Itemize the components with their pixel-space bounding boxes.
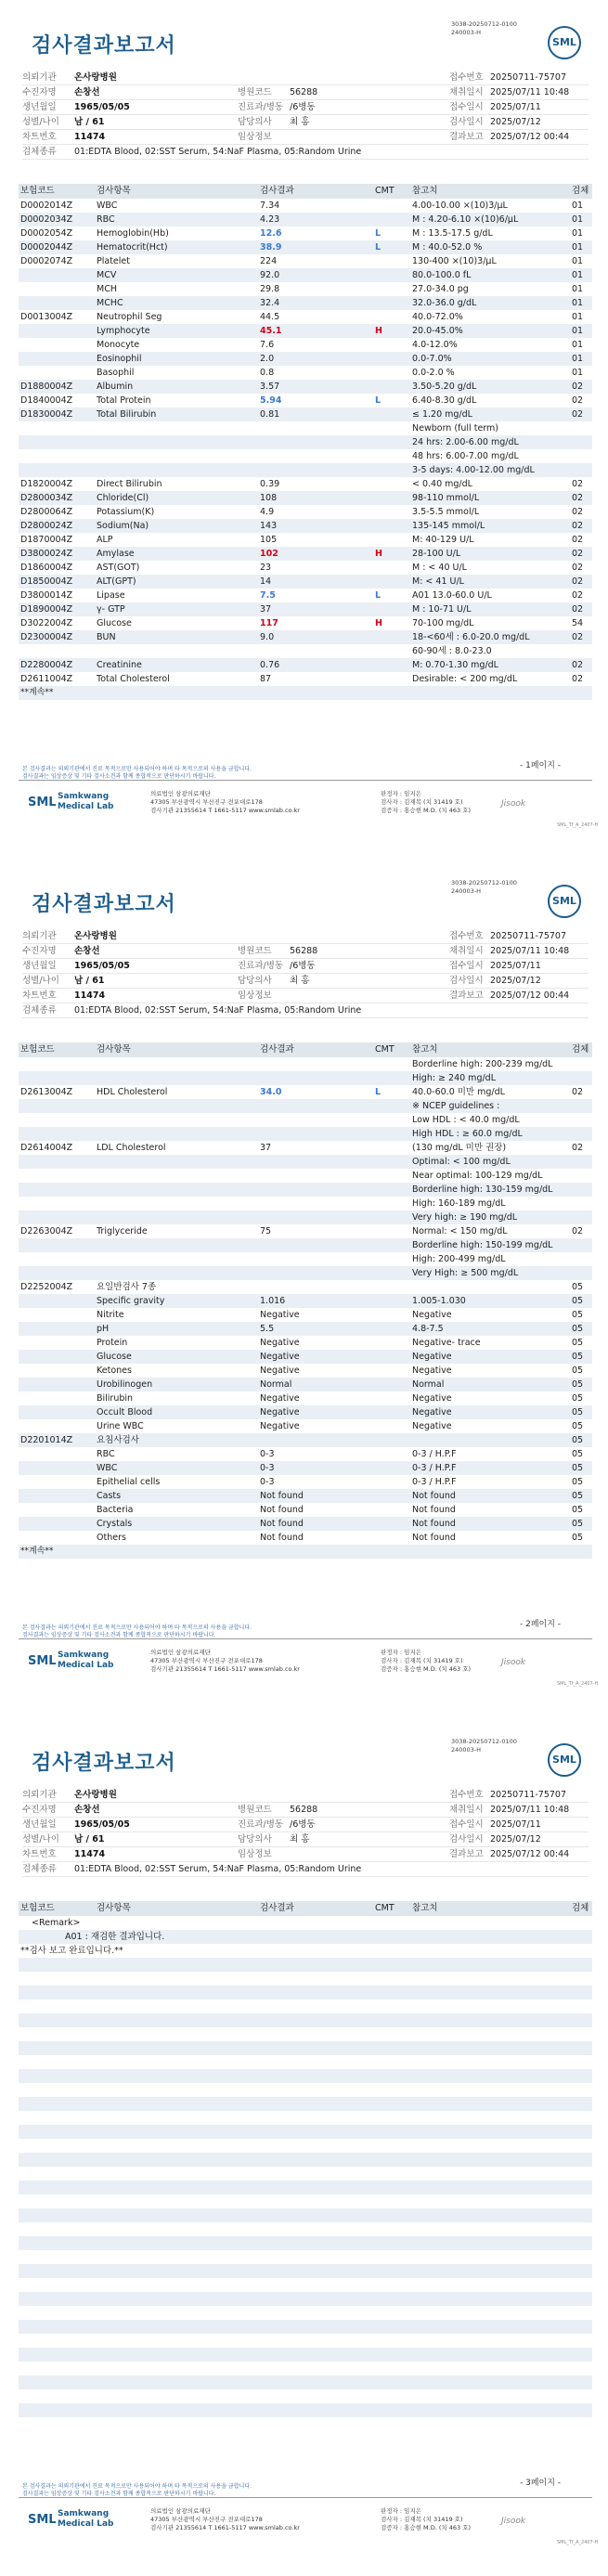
empty-row (19, 2055, 592, 2069)
empty-row (19, 2292, 592, 2306)
patient-info: 의뢰기관 온사랑병원 접수번호 20250711-75707 수진자명 손창선 병원코드 56288 채취일시 2025/07/11 10:48 생년월일 1965/05/05 진료과/병동 /6병동 접수일시 2025/07/11 성별/나이 남 / 61 담당의사 최 홍 검사일시 2025/07/12 차트번호 11474 임상정보 결과보고 2025/07/12 00:44 검체종류 01:EDTA Blood, 02:SST Serum, 54:NaF Plasma, 05:Random Urine (22, 929, 589, 1018)
empty-row (19, 2375, 592, 2389)
barcode-label: 3038-20250712-0100 240003-H (451, 879, 517, 895)
empty-row (19, 2306, 592, 2320)
table-row: Glucose Negative Negative 05 (19, 1350, 592, 1364)
footer-logo-text: Samkwang Medical Lab (58, 2509, 114, 2529)
table-row: 48 hrs: 6.00-7.00 mg/dL (412, 451, 519, 461)
empty-row (19, 2250, 592, 2264)
table-row: Near optimal: 100-129 mg/dL (412, 1171, 543, 1181)
sml-logo: SML (548, 1743, 581, 1777)
empty-row (19, 2181, 592, 2194)
form-code: SML_Tf_A_2407-H (557, 822, 599, 828)
table-row: D3800024Z Amylase 102 H 28-100 U/L 02 (19, 547, 592, 561)
table-row: D3022004Z Glucose 117 H 70-100 mg/dL 54 (20, 618, 584, 628)
report-page (0, 0, 608, 859)
report-page (0, 859, 608, 1717)
results-table (19, 1042, 592, 1559)
empty-row (19, 2153, 592, 2167)
table-row: Protein Negative Negative- trace 05 (97, 1338, 584, 1348)
table-row: D1820004Z Direct Bilirubin 0.39 < 0.40 mg/dL 02 (20, 479, 584, 489)
table-row: Occult Blood Negative Negative 05 (19, 1405, 592, 1419)
table-row: Crystals Not found Not found 05 (19, 1517, 592, 1531)
table-row: D0002074Z Platelet 224 130-400 ×(10)3/μL 01 (20, 256, 584, 266)
disclaimer: 본 검사결과는 의뢰기관에서 진료 목적으로만 사용되어야 하며 타 목적으로의 사용을 금합니다. (22, 2483, 252, 2490)
empty-row (19, 2041, 592, 2055)
empty-row (19, 2167, 592, 2181)
empty-row (19, 2208, 592, 2222)
empty-row (19, 2334, 592, 2348)
report-title: 검사결과보고서 (32, 1752, 176, 1775)
table-row: Very High: ≥ 500 mg/dL (19, 1266, 592, 1280)
disclaimer: 본 검사결과는 의뢰기관에서 진료 목적으로만 사용되어야 하며 타 목적으로의 사용을 금합니다. (22, 766, 252, 772)
page-number: - 1페이지 - (520, 761, 562, 770)
table-row: Lymphocyte 45.1 H 20.0-45.0% 01 (19, 324, 592, 338)
empty-row (19, 2222, 592, 2236)
table-row: Bilirubin Negative Negative 05 (97, 1393, 584, 1404)
footer-logo-text: Samkwang Medical Lab (58, 792, 114, 811)
table-row: D2800064Z Potassium(K) 4.9 3.5-5.5 mmol/L 02 (20, 507, 584, 517)
signature: Jisook (501, 1658, 526, 1667)
table-row: MCV 92.0 80.0-100.0 fL 01 (19, 268, 592, 282)
footer-logo: SML (28, 1654, 57, 1668)
table-row: Nitrite Negative Negative 05 (97, 1310, 584, 1320)
table-row: MCHC 32.4 32.0-36.0 g/dL 01 (19, 296, 592, 310)
table-row: D2263004Z Triglyceride 75 Normal: < 150 mg/dL 02 (20, 1226, 584, 1236)
barcode-label: 3038-20250712-0100 240003-H (451, 20, 517, 36)
table-row: D1830004Z Total Bilirubin 0.81 ≤ 1.20 mg/dL 02 (19, 408, 592, 421)
end-text: **검사 보고 완료입니다.** (20, 1946, 123, 1956)
table-row: High HDL : ≥ 60.0 mg/dL (19, 1127, 592, 1141)
signature: Jisook (501, 2517, 526, 2526)
report-title: 검사결과보고서 (32, 34, 176, 58)
table-row: D2201014Z 요침사검사 05 (19, 1433, 592, 1447)
signers: 판정자 : 임지은 검사자 : 김재복 (치 31419 호) 검증자 : 홍승현 M.D. (치 463 호) (381, 1649, 472, 1673)
disclaimer: 본 검사결과는 의뢰기관에서 진료 목적으로만 사용되어야 하며 타 목적으로의 사용을 금합니다. (22, 1625, 252, 1631)
lab-address: 의료법인 삼광의료재단 47305 부산광역시 부산진구 전포대로178 검사기관 21355614 T 1661-5117 www.smlab.co.kr (150, 1649, 300, 1673)
table-row: Very high: ≥ 190 mg/dL (19, 1210, 592, 1224)
table-header: 보험코드 검사항목 검사결과 CMT 참고치 검체 (19, 1901, 592, 1916)
empty-row (19, 2000, 592, 2013)
table-row: 24 hrs: 2.00-6.00 mg/dL (19, 435, 592, 449)
empty-row (19, 2027, 592, 2041)
table-row: D2252004Z 요일반검사 7종 05 (20, 1282, 584, 1292)
empty-row (19, 2125, 592, 2139)
table-row: Borderline high: 130-159 mg/dL (19, 1183, 592, 1197)
table-row: D1890004Z γ- GTP 37 M : 10-71 U/L 02 (19, 602, 592, 616)
table-row: Specific gravity 1.016 1.005-1.030 05 (19, 1294, 592, 1308)
page-number: - 3페이지 - (520, 2479, 562, 2488)
sml-logo: SML (548, 885, 581, 918)
empty-row (19, 2236, 592, 2250)
disclaimer: 검사결과는 임상증상 및 기타 검사소견과 함께 종합적으로 판단하시기 바랍니다. (22, 2491, 216, 2497)
table-row: D1860004Z AST(GOT) 23 M : < 40 U/L 02 (20, 563, 584, 573)
table-row: D2300004Z BUN 9.0 18-<60세 : 6.0-20.0 mg/dL 02 (19, 630, 592, 644)
empty-row (19, 2194, 592, 2208)
empty-row (19, 2139, 592, 2153)
table-row: High: 160-189 mg/dL (412, 1198, 506, 1209)
table-row: 60-90세 : 8.0-23.0 (412, 646, 492, 656)
form-code: SML_Tf_A_2407-H (557, 2540, 599, 2545)
continued-note: **계속** (19, 1545, 592, 1559)
table-row: D0013004Z Neutrophil Seg 44.5 40.0-72.0% 01 (20, 312, 584, 322)
remark-label: <Remark> (32, 1918, 81, 1928)
sml-logo: SML (548, 26, 581, 59)
table-row: pH 5.5 4.8-7.5 05 (19, 1322, 592, 1336)
empty-row (19, 2264, 592, 2278)
table-row: 3-5 days: 4.00-12.00 mg/dL (19, 463, 592, 477)
table-row: ※ NCEP guidelines : (19, 1099, 592, 1113)
empty-row (19, 2083, 592, 2097)
table-row: Epithelial cells 0-3 0-3 / H.P.F 05 (97, 1477, 584, 1487)
page-number: - 2페이지 - (520, 1620, 562, 1629)
empty-row (19, 2348, 592, 2362)
table-row: High: 200-499 mg/dL (412, 1254, 506, 1264)
table-row: Ketones Negative Negative 05 (97, 1366, 584, 1376)
empty-row (19, 2389, 592, 2403)
table-row: WBC 0-3 0-3 / H.P.F 05 (19, 1461, 592, 1475)
table-row: Others Not found Not found 05 (97, 1533, 584, 1543)
table-row: Borderline high: 150-199 mg/dL (19, 1238, 592, 1252)
footer-logo: SML (28, 2513, 57, 2527)
table-row: Eosinophil 2.0 0.0-7.0% 01 (19, 352, 592, 366)
barcode-label: 3038-20250712-0100 240003-H (451, 1738, 517, 1754)
table-row: D0002014Z WBC 7.34 4.00-10.00 ×(10)3/μL 01 (20, 201, 584, 211)
results-table (19, 184, 592, 700)
empty-row (19, 1972, 592, 1986)
empty-row (19, 2013, 592, 2027)
table-header: 보험코드 검사항목 검사결과 CMT 참고치 검체 (19, 1042, 592, 1057)
report-title: 검사결과보고서 (32, 893, 176, 916)
table-row: Low HDL : < 40.0 mg/dL (412, 1115, 520, 1125)
table-row: Monocyte 7.6 4.0-12.0% 01 (97, 340, 584, 350)
disclaimer: 검사결과는 임상증상 및 기타 검사소견과 함께 종합적으로 판단하시기 바랍니다. (22, 773, 216, 780)
table-row: D1850004Z ALT(GPT) 14 M: < 41 U/L 02 (19, 575, 592, 589)
table-row: D2800034Z Chloride(Cl) 108 98-110 mmol/L 02 (19, 491, 592, 505)
empty-row (19, 2320, 592, 2334)
table-row: MCH 29.8 27.0-34.0 pg 01 (97, 284, 584, 294)
footer-logo: SML (28, 796, 57, 809)
table-row: Urine WBC Negative Negative 05 (97, 1421, 584, 1431)
table-row: RBC 0-3 0-3 / H.P.F 05 (97, 1449, 584, 1459)
table-row: D1880004Z Albumin 3.57 3.50-5.20 g/dL 02 (19, 380, 592, 394)
disclaimer: 검사결과는 임상증상 및 기타 검사소견과 함께 종합적으로 판단하시기 바랍니다. (22, 1632, 216, 1638)
table-row: D1840004Z Total Protein 5.94 L 6.40-8.30 g/dL 02 (20, 395, 584, 406)
remark-text: A01 : 재검한 결과입니다. (19, 1930, 592, 1944)
table-row: D0002044Z Hematocrit(Hct) 38.9 L M : 40.0-52.0 % 01 (19, 240, 592, 254)
table-row: D1870004Z ALP 105 M: 40-129 U/L 02 (20, 535, 584, 545)
patient-info: 의뢰기관 온사랑병원 접수번호 20250711-75707 수진자명 손창선 병원코드 56288 채취일시 2025/07/11 10:48 생년월일 1965/05/05 진료과/병동 /6병동 접수일시 2025/07/11 성별/나이 남 / 61 담당의사 최 홍 검사일시 2025/07/12 차트번호 11474 임상정보 결과보고 2025/07/12 00:44 검체종류 01:EDTA Blood, 02:SST Serum, 54:NaF Plasma, 05:Random Urine (22, 1788, 589, 1877)
table-row: Optimal: < 100 mg/dL (19, 1155, 592, 1169)
table-row: D0002034Z RBC 4.23 M : 4.20-6.10 ×(10)6/μL 01 (19, 213, 592, 227)
table-row: D2280004Z Creatinine 0.76 M: 0.70-1.30 mg/dL 02 (19, 658, 592, 672)
form-code: SML_Tf_A_2407-H (557, 1681, 599, 1687)
empty-row (19, 2362, 592, 2375)
signers: 판정자 : 임지은 검사자 : 김재복 (치 31419 호) 검증자 : 홍승현 M.D. (치 463 호) (381, 790, 472, 814)
lab-address: 의료법인 삼광의료재단 47305 부산광역시 부산진구 전포대로178 검사기관 21355614 T 1661-5117 www.smlab.co.kr (150, 790, 300, 814)
table-row: D2613004Z HDL Cholesterol 34.0 L 40.0-60.0 미만 mg/dL 02 (20, 1087, 584, 1097)
continued-note: **계속** (19, 686, 592, 700)
results-table (19, 1901, 592, 2431)
empty-row (19, 2097, 592, 2111)
table-row: Urobilinogen Normal Normal 05 (19, 1378, 592, 1392)
signers: 판정자 : 임지은 검사자 : 김재복 (치 31419 호) 검증자 : 홍승현 M.D. (치 463 호) (381, 2507, 472, 2531)
table-row: D0002054Z Hemoglobin(Hb) 12.6 L M : 13.5-17.5 g/dL 01 (20, 228, 584, 239)
table-row: Basophil 0.8 0.0-2.0 % 01 (97, 368, 584, 378)
patient-info: 의뢰기관 온사랑병원 접수번호 20250711-75707 수진자명 손창선 병원코드 56288 채취일시 2025/07/11 10:48 생년월일 1965/05/05 진료과/병동 /6병동 접수일시 2025/07/11 성별/나이 남 / 61 담당의사 최 홍 검사일시 2025/07/12 차트번호 11474 임상정보 결과보고 2025/07/12 00:44 검체종류 01:EDTA Blood, 02:SST Serum, 54:NaF Plasma, 05:Random Urine (22, 71, 589, 160)
table-row: High: ≥ 240 mg/dL (19, 1071, 592, 1085)
report-page (0, 1717, 608, 2576)
table-row: D3800014Z Lipase 7.5 L A01 13.0-60.0 U/L 02 (20, 590, 584, 601)
table-row: Borderline high: 200-239 mg/dL (412, 1059, 553, 1069)
table-row: Bacteria Not found Not found 05 (97, 1505, 584, 1515)
empty-row (19, 2417, 592, 2431)
table-row: Casts Not found Not found 05 (19, 1489, 592, 1503)
table-row: D2800024Z Sodium(Na) 143 135-145 mmol/L 02 (19, 519, 592, 533)
table-header: 보험코드 검사항목 검사결과 CMT 참고치 검체 (19, 184, 592, 199)
empty-row (19, 2278, 592, 2292)
footer-logo-text: Samkwang Medical Lab (58, 1650, 114, 1670)
empty-row (19, 2403, 592, 2417)
empty-row (19, 2069, 592, 2083)
lab-address: 의료법인 삼광의료재단 47305 부산광역시 부산진구 전포대로178 검사기관 21355614 T 1661-5117 www.smlab.co.kr (150, 2507, 300, 2531)
empty-row (19, 2111, 592, 2125)
table-row: D2611004Z Total Cholesterol 87 Desirable: < 200 mg/dL 02 (20, 674, 584, 684)
table-row: Newborn (full term) (412, 423, 498, 434)
table-row: D2614004Z LDL Cholesterol 37 (130 mg/dL 미만 권장) 02 (20, 1143, 584, 1153)
empty-row (19, 1958, 592, 1972)
signature: Jisook (501, 799, 526, 809)
empty-row (19, 1986, 592, 2000)
